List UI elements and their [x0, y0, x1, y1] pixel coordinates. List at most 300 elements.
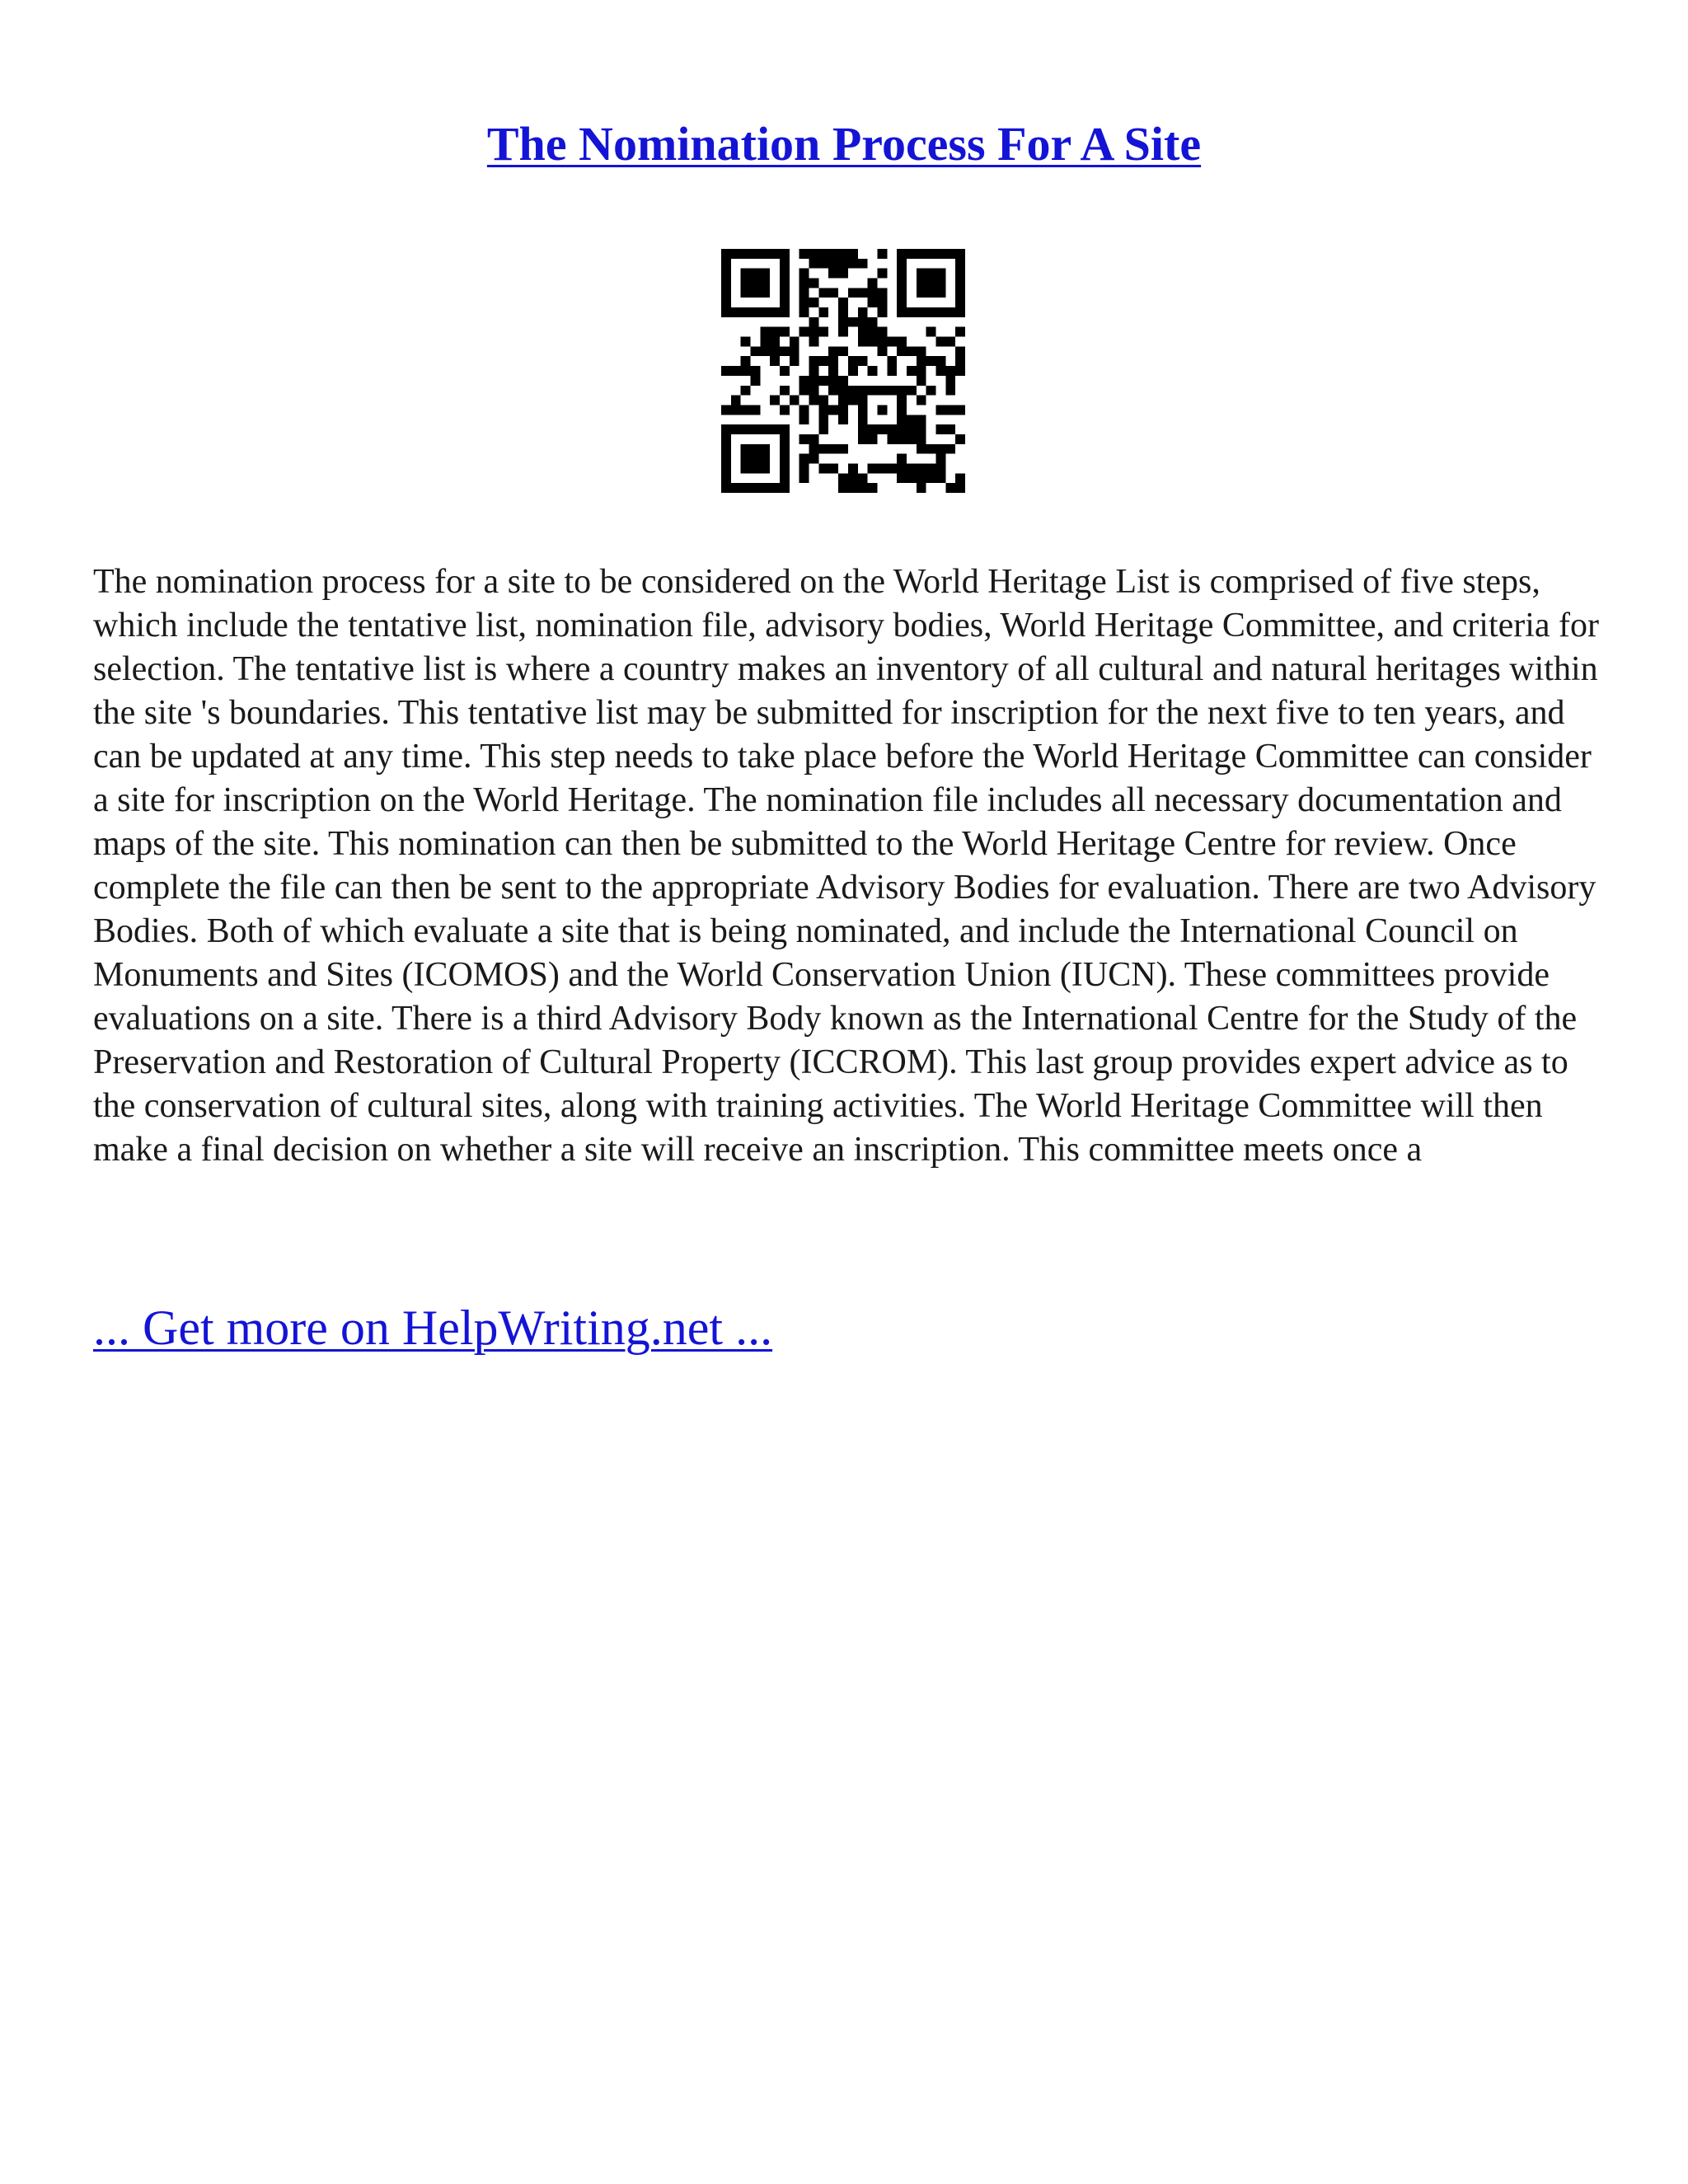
qr-module [838, 317, 848, 327]
qr-module [907, 473, 917, 483]
qr-module [926, 473, 936, 483]
qr-module [751, 483, 761, 493]
qr-module [780, 434, 790, 444]
qr-module [926, 463, 936, 473]
qr-module [809, 317, 819, 327]
qr-module [731, 366, 741, 376]
qr-module [887, 386, 897, 396]
qr-module [799, 386, 809, 396]
qr-module [721, 298, 731, 307]
qr-module [917, 307, 926, 317]
qr-module [838, 298, 848, 307]
qr-module [917, 249, 926, 259]
qr-module [790, 346, 799, 356]
qr-module [770, 346, 780, 356]
qr-module [926, 356, 936, 366]
qr-module [897, 424, 907, 434]
qr-module [838, 259, 848, 269]
qr-module [838, 346, 848, 356]
qr-module [818, 376, 828, 386]
qr-module [897, 396, 907, 405]
qr-module [818, 307, 828, 317]
qr-module [809, 337, 819, 347]
qr-module [790, 337, 799, 347]
qr-module [935, 463, 945, 473]
qr-module [799, 473, 809, 483]
qr-module [926, 269, 936, 279]
qr-module [780, 386, 790, 396]
qr-module [741, 444, 751, 454]
qr-module [955, 405, 965, 415]
qr-module [868, 298, 878, 307]
qr-module [721, 434, 731, 444]
qr-module [818, 424, 828, 434]
qr-module [955, 249, 965, 259]
qr-module [741, 454, 751, 464]
qr-module [945, 366, 955, 376]
qr-module [741, 483, 751, 493]
qr-module [731, 424, 741, 434]
qr-module [780, 473, 790, 483]
qr-module [818, 288, 828, 298]
qr-module [799, 454, 809, 464]
qr-module [838, 307, 848, 317]
qr-module [838, 269, 848, 279]
qr-module [848, 366, 858, 376]
qr-module [955, 307, 965, 317]
qr-module [809, 356, 819, 366]
qr-module [751, 463, 761, 473]
qr-module [955, 356, 965, 366]
qr-module [828, 386, 838, 396]
qr-module [935, 366, 945, 376]
qr-module [868, 317, 878, 327]
qr-module [868, 463, 878, 473]
qr-module [721, 288, 731, 298]
qr-module [945, 424, 955, 434]
qr-module [858, 424, 868, 434]
qr-module [760, 288, 770, 298]
qr-module [818, 444, 828, 454]
qr-module [828, 346, 838, 356]
qr-module [917, 279, 926, 288]
qr-module [809, 279, 819, 288]
qr-module [780, 444, 790, 454]
qr-module [780, 249, 790, 259]
qr-module [887, 366, 897, 376]
qr-module [858, 259, 868, 269]
qr-module [868, 279, 878, 288]
get-more-link[interactable]: ... Get more on HelpWriting.net ... [93, 1301, 773, 1355]
qr-module [741, 269, 751, 279]
qr-module [926, 279, 936, 288]
qr-module [917, 415, 926, 424]
page-title [0, 115, 1688, 173]
qr-module [741, 288, 751, 298]
qr-module [780, 269, 790, 279]
qr-module [868, 337, 878, 347]
qr-module [897, 386, 907, 396]
qr-module [917, 376, 926, 386]
qr-module [780, 483, 790, 493]
qr-module [818, 259, 828, 269]
qr-module [799, 405, 809, 415]
qr-module [848, 356, 858, 366]
qr-module [858, 415, 868, 424]
qr-module [828, 376, 838, 386]
qr-module [818, 405, 828, 415]
qr-module [868, 434, 878, 444]
qr-module [828, 366, 838, 376]
qr-module [858, 327, 868, 337]
qr-module [809, 444, 819, 454]
qr-module [917, 288, 926, 298]
qr-module [741, 405, 751, 415]
qr-module [877, 424, 887, 434]
qr-module [721, 279, 731, 288]
qr-module [935, 473, 945, 483]
qr-module [917, 424, 926, 434]
qr-module [760, 454, 770, 464]
qr-module [945, 249, 955, 259]
qr-module [917, 396, 926, 405]
qr-module [760, 463, 770, 473]
qr-module [838, 405, 848, 415]
qr-module [907, 424, 917, 434]
qr-module [780, 346, 790, 356]
qr-module [907, 366, 917, 376]
qr-module [828, 288, 838, 298]
qr-module [897, 454, 907, 464]
qr-module [897, 249, 907, 259]
qr-module [907, 249, 917, 259]
qr-module [721, 463, 731, 473]
qr-module [780, 288, 790, 298]
qr-module [955, 483, 965, 493]
qr-module [848, 386, 858, 396]
qr-module [848, 249, 858, 259]
qr-module [897, 288, 907, 298]
qr-module [721, 473, 731, 483]
qr-module [887, 463, 897, 473]
qr-module [818, 356, 828, 366]
qr-module [838, 386, 848, 396]
qr-module [945, 405, 955, 415]
qr-module [721, 444, 731, 454]
qr-module [877, 405, 887, 415]
qr-module [917, 483, 926, 493]
qr-module [780, 405, 790, 415]
qr-module [780, 424, 790, 434]
qr-module [955, 327, 965, 337]
qr-module [799, 288, 809, 298]
qr-module [917, 434, 926, 444]
qr-module [868, 288, 878, 298]
qr-module [897, 259, 907, 269]
qr-module [780, 463, 790, 473]
qr-module [780, 307, 790, 317]
qr-module [897, 415, 907, 424]
qr-module [858, 483, 868, 493]
qr-module [907, 463, 917, 473]
qr-module [945, 376, 955, 386]
qr-module [760, 249, 770, 259]
qr-module [926, 249, 936, 259]
qr-module [945, 307, 955, 317]
qr-module [955, 434, 965, 444]
qr-module [751, 307, 761, 317]
qr-module [955, 366, 965, 376]
qr-module [877, 288, 887, 298]
qr-module [818, 327, 828, 337]
qr-module [897, 298, 907, 307]
qr-module [741, 386, 751, 396]
qr-module [809, 376, 819, 386]
qr-module [780, 454, 790, 464]
qr-module [848, 317, 858, 327]
qr-module [770, 396, 780, 405]
qr-module [917, 346, 926, 356]
qr-module [848, 288, 858, 298]
qr-module [955, 259, 965, 269]
qr-module [799, 434, 809, 444]
qr-module [770, 337, 780, 347]
qr-module [751, 249, 761, 259]
qr-module [799, 279, 809, 288]
qr-module [877, 298, 887, 307]
qr-module [897, 337, 907, 347]
qr-module [838, 483, 848, 493]
qr-module [770, 327, 780, 337]
qr-module [760, 279, 770, 288]
qr-module [790, 356, 799, 366]
qr-module [955, 298, 965, 307]
qr-module [780, 298, 790, 307]
qr-module [868, 386, 878, 396]
qr-module [848, 473, 858, 483]
qr-module [858, 337, 868, 347]
qr-module [877, 249, 887, 259]
qr-module [770, 249, 780, 259]
qr-module [721, 259, 731, 269]
qr-module [838, 444, 848, 454]
title-link[interactable]: The Nomination Process For A Site [486, 117, 1202, 171]
qr-module [877, 307, 887, 317]
qr-module [721, 307, 731, 317]
qr-module [838, 327, 848, 337]
qr-module [848, 463, 858, 473]
qr-module [897, 463, 907, 473]
qr-module [897, 346, 907, 356]
qr-module [809, 396, 819, 405]
qr-code-graphic [721, 249, 965, 493]
qr-module [751, 444, 761, 454]
qr-module [897, 405, 907, 415]
qr-module [877, 269, 887, 279]
qr-module [760, 346, 770, 356]
qr-module [935, 337, 945, 347]
qr-module [741, 366, 751, 376]
qr-module [818, 396, 828, 405]
qr-module [799, 298, 809, 307]
qr-module [926, 327, 936, 337]
qr-module [751, 288, 761, 298]
qr-module [955, 288, 965, 298]
qr-module [809, 298, 819, 307]
qr-module [887, 424, 897, 434]
qr-module [731, 249, 741, 259]
qr-module [780, 259, 790, 269]
qr-module [721, 424, 731, 434]
qr-module [907, 415, 917, 424]
qr-module [741, 307, 751, 317]
qr-module [848, 259, 858, 269]
qr-module [751, 346, 761, 356]
qr-module [780, 366, 790, 376]
qr-module [828, 405, 838, 415]
qr-module [828, 269, 838, 279]
qr-module [721, 405, 731, 415]
qr-module [907, 307, 917, 317]
qr-module [945, 386, 955, 396]
qr-module [887, 337, 897, 347]
qr-module [809, 434, 819, 444]
qr-module [741, 279, 751, 288]
qr-module [760, 483, 770, 493]
body-paragraph: The nomination process for a site to be considered on the World Heritage List is comprised of five steps, which include the tentative list, nomination file, advisory bodies, World Heritage Committee, and criteria for selection. The tentative list is where a country makes an inventory of all cultural and natural heritages within the site 's boundaries. This tentative list may be submitted for inscription for the next five to ten years, and can be updated at any time. This step needs to take place before the World Heritage Committee can consider a site for inscription on the World Heritage. The nomination file includes all necessary documentation and maps of the site. This nomination can then be submitted to the World Heritage Centre for review. Once complete the file can then be sent to the appropriate Advisory Bodies for evaluation. There are two Advisory Bodies. Both of which evaluate a site that is being nominated, and include the International Council on Monuments and Sites (ICOMOS) and the World Conservation Union (IUCN). These committees provide evaluations on a site. There is a third Advisory Body known as the International Centre for the Study of the Preservation and Restoration of Cultural Property (ICCROM). This last group provides expert advice as to the conservation of cultural sites, along with training activities. The World Heritage Committee will then make a final decision on whether a site will receive an inscription. This committee meets once a [93, 563, 1600, 1169]
qr-module [721, 454, 731, 464]
qr-module [799, 327, 809, 337]
qr-module [741, 356, 751, 366]
qr-module [858, 288, 868, 298]
qr-module [741, 249, 751, 259]
qr-module [799, 376, 809, 386]
more-link-container [93, 1298, 772, 1357]
qr-module [751, 424, 761, 434]
qr-module [917, 269, 926, 279]
qr-module [809, 386, 819, 396]
qr-module [751, 269, 761, 279]
qr-module [935, 405, 945, 415]
qr-module [731, 307, 741, 317]
qr-module [760, 269, 770, 279]
qr-module [741, 424, 751, 434]
qr-module [799, 415, 809, 424]
qr-module [790, 396, 799, 405]
qr-module [838, 376, 848, 386]
qr-module [770, 483, 780, 493]
qr-module [760, 327, 770, 337]
qr-module [799, 269, 809, 279]
qr-module [945, 337, 955, 347]
qr-module [721, 269, 731, 279]
qr-module [868, 483, 878, 493]
qr-module [818, 463, 828, 473]
qr-module [828, 259, 838, 269]
qr-module [828, 444, 838, 454]
qr-module [858, 405, 868, 415]
qr-module [780, 327, 790, 337]
qr-module [897, 434, 907, 444]
qr-module [926, 386, 936, 396]
qr-module [858, 434, 868, 444]
qr-module [897, 307, 907, 317]
qr-module [877, 346, 887, 356]
qr-module [897, 473, 907, 483]
qr-module [760, 444, 770, 454]
qr-module [955, 279, 965, 288]
qr-module [741, 463, 751, 473]
qr-module [751, 366, 761, 376]
qr-module [858, 473, 868, 483]
qr-module [809, 327, 819, 337]
qr-module [907, 434, 917, 444]
qr-module [897, 269, 907, 279]
qr-module [731, 483, 741, 493]
qr-module [935, 249, 945, 259]
qr-module [868, 366, 878, 376]
qr-module [809, 454, 819, 464]
qr-module [838, 415, 848, 424]
qr-module [935, 356, 945, 366]
qr-module [917, 356, 926, 366]
qr-module [751, 279, 761, 288]
qr-module [935, 307, 945, 317]
qr-module [868, 327, 878, 337]
qr-module [809, 249, 819, 259]
qr-module [955, 269, 965, 279]
qr-module [917, 473, 926, 483]
qr-module [907, 346, 917, 356]
qr-module [877, 463, 887, 473]
qr-module [760, 424, 770, 434]
qr-module [858, 317, 868, 327]
qr-module [935, 424, 945, 434]
qr-module [760, 307, 770, 317]
qr-module [926, 288, 936, 298]
qr-module [955, 473, 965, 483]
qr-module [897, 279, 907, 288]
qr-module [751, 376, 761, 386]
qr-module [848, 396, 858, 405]
qr-module [721, 249, 731, 259]
qr-module [877, 386, 887, 396]
qr-module [917, 463, 926, 473]
qr-module [751, 454, 761, 464]
qr-module [887, 434, 897, 444]
qr-module [838, 249, 848, 259]
qr-module [935, 288, 945, 298]
qr-module [858, 396, 868, 405]
qr-module [917, 444, 926, 454]
qr-module [935, 444, 945, 454]
qr-module [926, 307, 936, 317]
qr-module [877, 337, 887, 347]
qr-module [858, 386, 868, 396]
qr-module [731, 396, 741, 405]
qr-module [818, 415, 828, 424]
qr-code-icon [721, 249, 965, 493]
qr-module [858, 356, 868, 366]
qr-module [887, 356, 897, 366]
qr-module [917, 366, 926, 376]
qr-module [828, 356, 838, 366]
qr-module [760, 337, 770, 347]
qr-module [809, 366, 819, 376]
qr-module [926, 444, 936, 454]
qr-module [955, 346, 965, 356]
qr-module [838, 396, 848, 405]
